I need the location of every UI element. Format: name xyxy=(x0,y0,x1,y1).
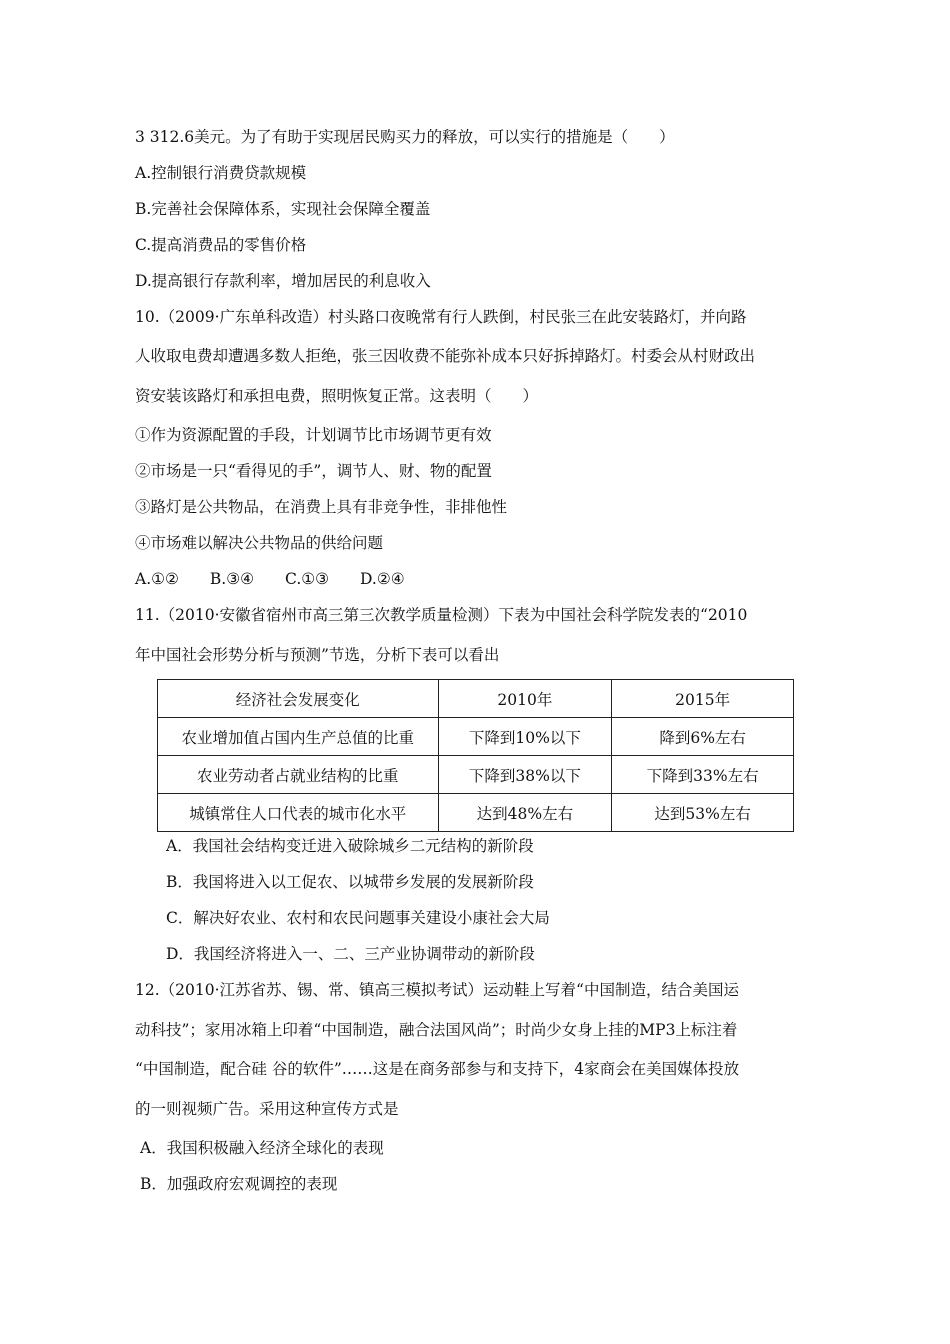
q11-option-b: B．我国将进入以工促农、以城带乡发展的发展新阶段 xyxy=(166,873,534,891)
q10-stem-line-3: 资安装该路灯和承担电费，照明恢复正常。这表明（ ） xyxy=(135,387,539,405)
table-cell: 城镇常住人口代表的城市化水平 xyxy=(158,794,439,832)
data-table xyxy=(157,679,794,832)
q9-stem-tail: 3 312.6美元。为了有助于实现居民购买力的释放，可以实行的措施是（ ） xyxy=(135,128,675,146)
q9-option-d: D.提高银行存款利率，增加居民的利息收入 xyxy=(135,272,431,290)
table-header-cell: 2010年 xyxy=(438,680,612,718)
q12-stem-line-3: “中国制造，配合硅 谷的软件”……这是在商务部参与和支持下，4家商会在美国媒体投放 xyxy=(135,1060,740,1078)
table-row xyxy=(158,794,794,832)
table-cell: 下降到10%以下 xyxy=(438,718,612,756)
q12-option-a: A．我国积极融入经济全球化的表现 xyxy=(140,1139,384,1157)
q9-option-c: C.提高消费品的零售价格 xyxy=(135,236,307,254)
q9-option-b: B.完善社会保障体系，实现社会保障全覆盖 xyxy=(135,200,431,218)
q10-statement-3: ③路灯是公共物品，在消费上具有非竞争性，非排他性 xyxy=(135,498,508,516)
q9-option-a: A.控制银行消费贷款规模 xyxy=(135,164,307,182)
q10-stem-line-2: 人收取电费却遭遇多数人拒绝，张三因收费不能弥补成本只好拆掉路灯。村委会从村财政出 xyxy=(135,347,756,365)
q12-stem-line-4: 的一则视频广告。采用这种宣传方式是 xyxy=(135,1100,399,1118)
table-cell: 下降到33%左右 xyxy=(612,756,794,794)
table-cell: 下降到38%以下 xyxy=(438,756,612,794)
q11-option-c: C．解决好农业、农村和农民问题事关建设小康社会大局 xyxy=(166,909,550,927)
table-cell: 农业增加值占国内生产总值的比重 xyxy=(158,718,439,756)
q11-option-d: D．我国经济将进入一、二、三产业协调带动的新阶段 xyxy=(166,945,535,963)
q10-statement-2: ②市场是一只“看得见的手”，调节人、财、物的配置 xyxy=(135,462,492,480)
table-cell: 降到6%左右 xyxy=(612,718,794,756)
q10-choices: A.①② B.③④ C.①③ D.②④ xyxy=(135,570,405,588)
q11-stem-line-2: 年中国社会形势分析与预测”节选，分析下表可以看出 xyxy=(135,646,500,664)
table-row xyxy=(158,756,794,794)
q12-stem-line-2: 动科技”；家用冰箱上印着“中国制造，融合法国风尚”；时尚少女身上挂的MP3上标注着 xyxy=(135,1021,738,1039)
table-cell: 农业劳动者占就业结构的比重 xyxy=(158,756,439,794)
q10-statement-1: ①作为资源配置的手段，计划调节比市场调节更有效 xyxy=(135,426,492,444)
q11-option-a: A．我国社会结构变迁进入破除城乡二元结构的新阶段 xyxy=(166,837,534,855)
table-cell: 达到48%左右 xyxy=(438,794,612,832)
table-header-cell: 2015年 xyxy=(612,680,794,718)
q11-stem-line-1: 11.（2010·安徽省宿州市高三第三次教学质量检测）下表为中国社会科学院发表的“2010 xyxy=(135,606,748,624)
q10-statement-4: ④市场难以解决公共物品的供给问题 xyxy=(135,534,384,552)
q10-stem-line-1: 10.（2009·广东单科改造）村头路口夜晚常有行人跌倒，村民张三在此安装路灯，并向路 xyxy=(135,308,747,326)
table-header-row xyxy=(158,680,794,718)
table-cell: 达到53%左右 xyxy=(612,794,794,832)
q12-option-b: B．加强政府宏观调控的表现 xyxy=(140,1175,338,1193)
q12-stem-line-1: 12.（2010·江苏省苏、锡、常、镇高三模拟考试）运动鞋上写着“中国制造，结合美国运 xyxy=(135,981,739,999)
table-header-cell: 经济社会发展变化 xyxy=(158,680,439,718)
table-row xyxy=(158,718,794,756)
